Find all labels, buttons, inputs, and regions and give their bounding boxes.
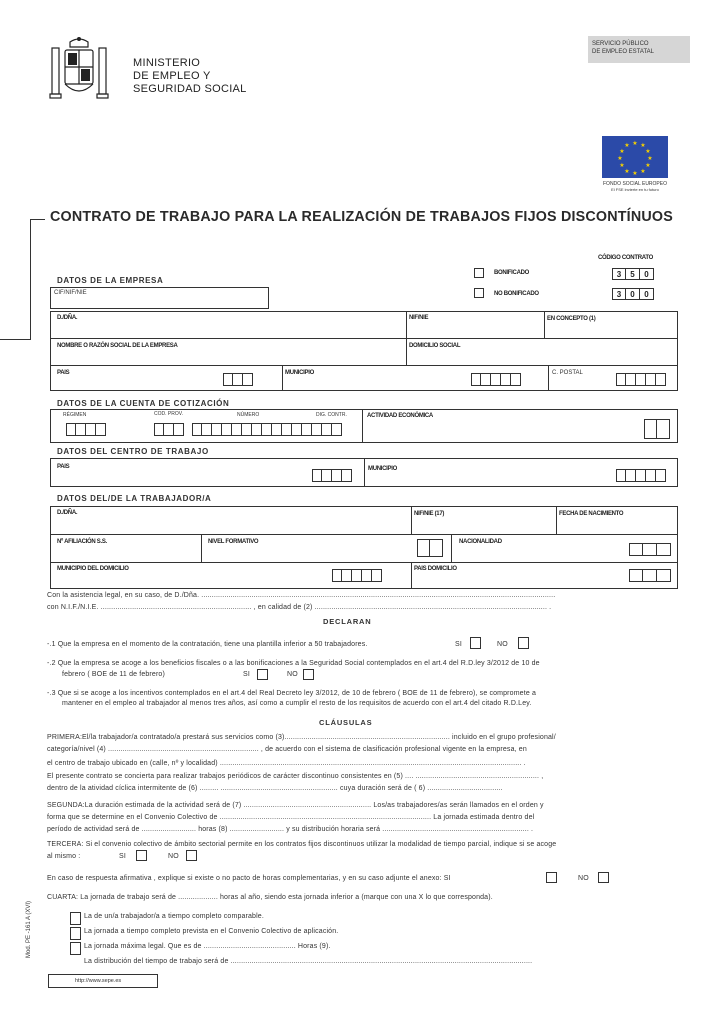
option-4-label: La distribución del tiempo de trabajo será de ................................................................................................................................................ [84, 958, 533, 965]
d2-si-checkbox[interactable] [257, 669, 268, 680]
regimen-boxes[interactable] [66, 423, 106, 436]
svg-text:★: ★ [640, 142, 646, 149]
ministry-name [133, 57, 247, 96]
svg-text:★: ★ [624, 142, 630, 149]
trabajador-section-title: DATOS DEL/DE LA TRABAJADOR/A [57, 494, 212, 503]
eu-fund-slogan: El FSE invierte en tu futuro [611, 187, 659, 192]
nivel-formativo-label: NIVEL FORMATIVO [208, 539, 259, 545]
segunda-line-3: período de actividad será de .......................... horas (8) .......................... y su distribución horaria será ...................................................................... . [47, 826, 534, 833]
empresa-dona-label: D./DÑA. [57, 315, 78, 321]
declaracion-2a: -.2 Que la empresa se acoge a los beneficios fiscales o a las bonificaciones a la Seguridad Social contemplados en el art.4 del R.D.ley 3/2012 de 10 de [47, 660, 540, 667]
code-digit: 0 [626, 288, 640, 300]
contract-code-label: CÓDIGO CONTRATO [598, 255, 653, 261]
bonificado-checkbox[interactable] [474, 268, 484, 278]
code-digit: 5 [626, 268, 640, 280]
trabajador-table [50, 506, 678, 589]
ministry-line-2: DE EMPLEO Y [133, 70, 211, 82]
respuesta-line: En caso de respuesta afirmativa , explique si existe o no pacto de horas complementarias, y en su caso adjunte el anexo: SI [47, 875, 451, 882]
code-digit: 0 [640, 288, 654, 300]
nivel-formativo-boxes[interactable] [417, 539, 443, 557]
en-concepto-label: EN CONCEPTO (1) [547, 316, 596, 322]
sepe-badge [588, 36, 690, 63]
svg-text:★: ★ [617, 155, 623, 162]
centro-municipio-label: MUNICIPIO [368, 466, 397, 472]
primera-line-4: El presente contrato se concierta para realizar trabajos periódicos de carácter discontinuo consistentes en (5) .... ........................................................... , [47, 773, 544, 780]
d1-no-checkbox[interactable] [518, 637, 529, 649]
afiliacion-label: Nº AFILIACIÓN S.S. [57, 539, 107, 545]
primera-line-1: PRIMERA:El/la trabajador/a contratado/a prestará sus servicios como (3)............................................................................... incluido en el grupo profesional/ [47, 734, 556, 741]
url-box [48, 974, 158, 988]
empresa-section-title: DATOS DE LA EMPRESA [57, 276, 164, 285]
option-2-label: La jornada a tiempo completo prevista en el Convenio Colectivo de aplicación. [84, 928, 339, 935]
model-code: Mod. PE -161 A (XVI) [26, 900, 32, 958]
empresa-nif-label: NIF/NIE [409, 315, 429, 321]
sepe-url[interactable]: http://www.sepe.es [75, 978, 122, 984]
municipio-domicilio-boxes[interactable] [332, 569, 382, 582]
empresa-municipio-boxes[interactable] [471, 373, 521, 386]
coat-of-arms-logo [48, 36, 110, 106]
anexo-no-label: NO [578, 875, 589, 882]
empresa-pais-label: PAIS [57, 370, 70, 376]
empresa-municipio-label: MUNICIPIO [285, 370, 314, 376]
no-bonificado-label: NO BONIFICADO [494, 291, 539, 297]
eu-flag-icon [602, 136, 668, 178]
tercera-line-2: al mismo : [47, 853, 81, 860]
margin-bracket [30, 219, 45, 340]
option-1-label: La de un/a trabajador/a a tiempo completo comparable. [84, 913, 264, 920]
option-2-checkbox[interactable] [70, 927, 81, 940]
clausulas-heading: CLÁUSULAS [319, 718, 373, 727]
svg-text:★: ★ [647, 155, 653, 162]
no-bonificado-checkbox[interactable] [474, 288, 484, 298]
cif-field[interactable] [50, 287, 269, 309]
svg-text:★: ★ [624, 168, 630, 175]
segunda-line-2: forma que se determine en el Convenio Colectivo de ..................................................................................................... La jornada estimada dentro del [47, 814, 535, 821]
margin-tick [0, 339, 31, 340]
centro-municipio-boxes[interactable] [616, 469, 666, 482]
d1-si-checkbox[interactable] [470, 637, 481, 649]
svg-text:★: ★ [640, 168, 646, 175]
razon-social-label: NOMBRE O RAZÓN SOCIAL DE LA EMPRESA [57, 343, 178, 349]
bonificado-code [612, 268, 654, 280]
declaracion-1: -.1 Que la empresa en el momento de la contratación, tiene una plantilla inferior a 50 trabajadores. [47, 641, 368, 648]
empresa-table [50, 311, 678, 391]
cpostal-boxes[interactable] [616, 373, 666, 386]
d2-no-checkbox[interactable] [303, 669, 314, 680]
nacionalidad-boxes[interactable] [629, 543, 671, 556]
cotizacion-section-title: DATOS DE LA CUENTA DE COTIZACIÓN [57, 399, 230, 408]
declaran-heading: DECLARAN [323, 617, 372, 626]
tercera-no-label: NO [168, 853, 179, 860]
sepe-line-1: SERVICIO PÚBLICO [592, 41, 649, 47]
tercera-si-checkbox[interactable] [136, 850, 147, 861]
svg-text:★: ★ [645, 148, 651, 155]
trabajador-nif-label: NIF/NIE (17) [414, 511, 445, 517]
code-digit: 3 [612, 268, 626, 280]
nacionalidad-label: NACIONALIDAD [459, 539, 502, 545]
primera-line-2: categoría/nivel (4) ........................................................................ , de acuerdo con el sistema de clasificación profesional vigente en la empresa, en [47, 746, 527, 753]
svg-text:★: ★ [619, 162, 625, 169]
d1-si-label: SI [455, 641, 462, 648]
svg-text:★: ★ [619, 148, 625, 155]
ministry-line-3: SEGURIDAD SOCIAL [133, 83, 247, 95]
tercera-si-label: SI [119, 853, 126, 860]
declaracion-2b: febrero ( BOE de 11 de febrero) [62, 671, 165, 678]
cpostal-label: C. POSTAL [552, 370, 583, 376]
model-code-wrapper [26, 900, 40, 972]
page-title: CONTRATO DE TRABAJO PARA LA REALIZACIÓN DE TRABAJOS FIJOS DISCONTÍNUOS [50, 209, 673, 225]
code-digit: 3 [612, 288, 626, 300]
cif-label: CIF/NIF/NIE [54, 290, 87, 296]
numero-boxes[interactable] [192, 423, 342, 436]
no-bonificado-code [612, 288, 654, 300]
centro-table [50, 458, 678, 487]
centro-section-title: DATOS DEL CENTRO DE TRABAJO [57, 447, 209, 456]
code-digit: 0 [640, 268, 654, 280]
eu-fund-name: FONDO SOCIAL EUROPEO [603, 181, 667, 187]
municipio-domicilio-label: MUNICIPIO DEL DOMICILIO [57, 566, 129, 572]
asistencia-line-1: Con la asistencia legal, en su caso, de D./Dña. ......................................................................................................................................................................... [47, 592, 556, 599]
trabajador-dona-label: D./DÑA. [57, 510, 78, 516]
d2-si-label: SI [243, 671, 250, 678]
segunda-line-1: SEGUNDA:La duración estimada de la actividad será de (7) ............................................................. Los/as trabajadores/as serán llamados en el orden y [47, 802, 544, 809]
primera-line-5: dentro de la atividad cíclica intermitente de (6) ......... ........................................................ cuya duración será de ( 6) .................................... [47, 785, 503, 792]
anexo-si-checkbox[interactable] [546, 872, 557, 883]
eu-fund-caption [585, 181, 685, 193]
ministry-line-1: MINISTERIO [133, 57, 201, 69]
regimen-label: RÉGIMEN [63, 412, 87, 418]
cotizacion-table [50, 409, 678, 443]
cod-prov-boxes[interactable] [154, 423, 184, 436]
option-3-label: La jornada máxima legal. Que es de ............................................ Horas (9). [84, 943, 331, 950]
d2-no-label: NO [287, 671, 298, 678]
bonificado-label: BONIFICADO [494, 270, 529, 276]
actividad-label: ACTIVIDAD ECONÓMICA [367, 413, 433, 419]
tercera-line-1: TERCERA: Si el convenio colectivo de ámbito sectorial permite en los contratos fijos discontinuos utilizar la modalidad de tiempo parcial, indique si se acoge [47, 841, 557, 848]
declaracion-3a: -.3 Que si se acoge a los incentivos contemplados en el art.4 del Real Decreto ley 3/2012, de 10 de febrero ( BOE de 11 de febrero), se compromete a [47, 690, 536, 697]
cuarta-line-1: CUARTA: La jornada de trabajo será de ................... horas al año, siendo esta jornada inferior a (marque con una X lo que corresponda). [47, 894, 493, 901]
centro-pais-boxes[interactable] [312, 469, 352, 482]
d1-no-label: NO [497, 641, 508, 648]
asistencia-line-2: con N.I.F./N.I.E. ........................................................................ , en calidad de (2) ............................................................................................................... . [47, 604, 552, 611]
dig-contr-label: DIG. CONTR. [316, 412, 347, 418]
domicilio-label: DOMICILIO SOCIAL [409, 343, 461, 349]
anexo-no-checkbox[interactable] [598, 872, 609, 883]
centro-pais-label: PAIS [57, 464, 70, 470]
svg-text:★: ★ [632, 140, 638, 147]
option-3-checkbox[interactable] [70, 942, 81, 955]
empresa-pais-boxes[interactable] [223, 373, 253, 386]
sepe-line-2: DE EMPLEO ESTATAL [592, 49, 655, 55]
pais-domicilio-boxes[interactable] [629, 569, 671, 582]
cod-prov-label: COD. PROV. [154, 411, 183, 417]
pais-domicilio-label: PAIS DOMICILIO [414, 566, 457, 572]
svg-text:★: ★ [632, 170, 638, 177]
option-1-checkbox[interactable] [70, 912, 81, 925]
declaracion-3b: mantener en el empleo al trabajador al menos tres años, así como a cumplir el resto de los requisitos de acuerdo con el art.4 del citado R.D.Ley. [62, 700, 532, 707]
tercera-no-checkbox[interactable] [186, 850, 197, 861]
fecha-nacimiento-label: FECHA DE NACIMIENTO [559, 511, 624, 517]
primera-line-3: el centro de trabajo ubicado en (calle, nº y localidad) ................................................................................................................................................ . [47, 760, 526, 767]
actividad-boxes[interactable] [644, 419, 670, 439]
numero-label: NÚMERO [237, 412, 260, 418]
svg-text:★: ★ [645, 162, 651, 169]
